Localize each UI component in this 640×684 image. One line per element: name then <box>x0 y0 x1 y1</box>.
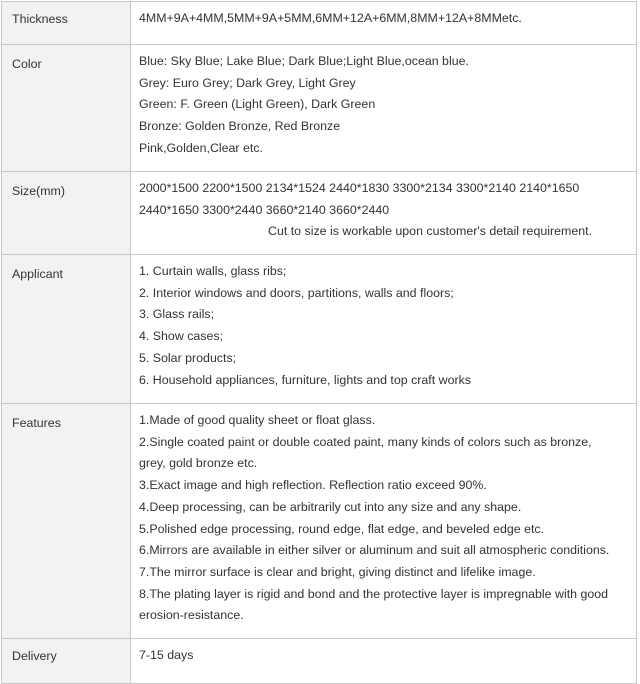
feature-line: 4.Deep processing, can be arbitrarily cut into any size and any shape. <box>139 499 522 514</box>
feature-line: grey, gold bronze etc. <box>139 456 258 471</box>
value-cell-size <box>131 172 637 255</box>
feature-line: 3.Exact image and high reflection. Reflection ratio exceed 90%. <box>139 478 487 493</box>
row-label-thickness: Thickness <box>12 12 68 26</box>
delivery-value: 7-15 days <box>139 648 194 662</box>
table-row-size <box>2 172 637 255</box>
value-cell-applicant <box>131 255 637 404</box>
color-line: Pink,Golden,Clear etc. <box>139 140 263 155</box>
thickness-value: 4MM+9A+4MM,5MM+9A+5MM,6MM+12A+6MM,8MM+12A+8MMetc. <box>139 11 522 25</box>
row-label-features: Features <box>12 416 61 430</box>
table-row-applicant <box>2 255 637 404</box>
label-cell <box>2 255 131 404</box>
table-row-thickness <box>2 2 637 45</box>
applicant-line: 5. Solar products; <box>139 350 237 365</box>
row-label-color: Color <box>12 57 42 71</box>
table-row-features <box>2 404 637 639</box>
label-cell <box>2 45 131 172</box>
feature-line: 1.Made of good quality sheet or float glass. <box>139 413 376 427</box>
label-cell <box>2 2 131 45</box>
applicant-line: 6. Household appliances, furniture, lights and top craft works <box>139 372 471 387</box>
value-cell-thickness <box>131 2 637 45</box>
table-row-delivery <box>2 639 637 684</box>
feature-line: 7.The mirror surface is clear and bright, giving distinct and lifelike image. <box>139 564 536 579</box>
table-row-color <box>2 45 637 172</box>
size-note: Cut to size is workable upon customer's detail requirement. <box>268 224 592 239</box>
feature-line: 6.Mirrors are available in either silver or aluminum and suit all atmospheric conditions. <box>139 543 610 558</box>
product-spec-table <box>1 1 637 684</box>
applicant-line: 2. Interior windows and doors, partitions, walls and floors; <box>139 285 454 300</box>
applicant-line: 3. Glass rails; <box>139 307 215 322</box>
row-label-delivery: Delivery <box>12 649 57 663</box>
value-cell-features <box>131 404 637 639</box>
row-label-size: Size(mm) <box>12 184 65 198</box>
color-line: Blue: Sky Blue; Lake Blue; Dark Blue;Light Blue,ocean blue. <box>139 54 469 68</box>
label-cell <box>2 639 131 684</box>
label-cell <box>2 172 131 255</box>
color-line: Bronze: Golden Bronze, Red Bronze <box>139 119 341 134</box>
feature-line: erosion-resistance. <box>139 608 244 623</box>
size-line: 2440*1650 3300*2440 3660*2140 3660*2440 <box>139 202 390 217</box>
color-line: Green: F. Green (Light Green), Dark Green <box>139 97 376 112</box>
feature-line: 8.The plating layer is rigid and bond and the protective layer is impregnable with good <box>139 586 609 601</box>
applicant-line: 1. Curtain walls, glass ribs; <box>139 264 287 278</box>
row-label-applicant: Applicant <box>12 267 63 281</box>
size-line: 2000*1500 2200*1500 2134*1524 2440*1830 3300*2134 3300*2140 2140*1650 <box>139 181 580 195</box>
feature-line: 5.Polished edge processing, round edge, flat edge, and beveled edge etc. <box>139 521 545 536</box>
feature-line: 2.Single coated paint or double coated paint, many kinds of colors such as bronze, <box>139 434 592 449</box>
value-cell-color <box>131 45 637 172</box>
color-line: Grey: Euro Grey; Dark Grey, Light Grey <box>139 75 356 90</box>
applicant-line: 4. Show cases; <box>139 329 224 344</box>
label-cell <box>2 404 131 639</box>
value-cell-delivery <box>131 639 637 684</box>
